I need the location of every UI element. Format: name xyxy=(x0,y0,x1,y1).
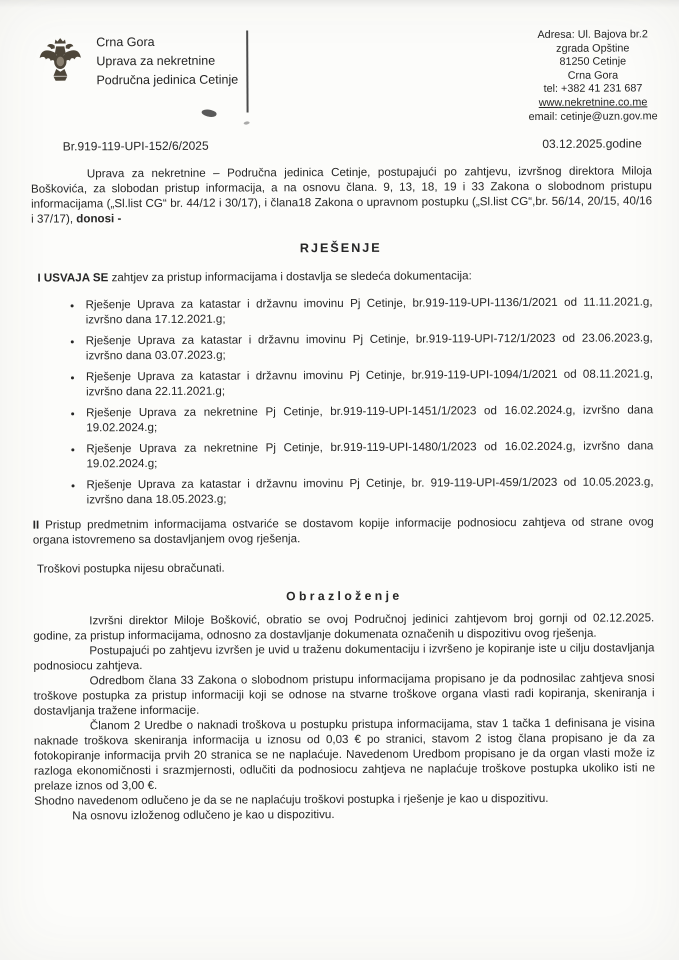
section-2-text: Pristup predmetnim informacijama ostvariće se dostavom kopije informacije podnosiocu zahtjeva od strane ovog organa istovremeno sa dostavljanjem ovog rješenja. xyxy=(32,515,654,547)
scan-speck-artifact xyxy=(243,121,249,125)
intro-paragraph xyxy=(31,163,652,226)
section-2-number: II xyxy=(32,518,40,532)
document-list-item: • Rješenje Uprava za nekretnine Pj Cetinje, br.919-119-UPI-1480/1/2023 od 16.02.2024.g, izvršno dana 19.02.2024.g; xyxy=(84,438,653,471)
reasoning-paragraph-6: Na osnovu izloženog odlučeno je kao u dispozitivu. xyxy=(72,808,335,823)
reasoning-paragraph-5: Shodno navedenom odlučeno je da se ne naplaćuju troškovi postupka i rješenje je kao u dispozitivu. xyxy=(34,791,549,808)
org-agency: Uprava za nekretnine xyxy=(96,53,216,69)
address-line: zgrada Opštine xyxy=(556,42,630,55)
reasoning-paragraph-4: Članom 2 Uredbe o naknadi troškova u postupku pristupa informacijama, stav 1 tačka 1 definisana je visina naknade troškova skeniranja informacija u iznosu od 0,03 € po stranici, stavom 2 istog člana propisano je da za fotokopiranje informacija prvih 20 stranica se ne naplaćuje. Navedenom Uredbom propisano je da organ vlasti može iz razloga ekonomičnosti i srazmjernosti, odlučiti da podnosiocu zahtjeva ne naplaćuje troškove postupka ukoliko isti ne prelaze iznos od 3,00 €. xyxy=(33,716,656,793)
section-1-lead xyxy=(31,267,652,285)
reasoning-paragraph-3: Odredbom člana 33 Zakona o slobodnom pristupu informacijama propisano je da podnosilac zahtjeva snosi troškove postupka za pristup informaciji koji se odnose na stvarne troškove organa vlasti radi kopiranja, skeniranja i dostavljanja tražene informacije. xyxy=(33,671,655,718)
costs-note: Troškovi postupka nijesu obračunati. xyxy=(36,561,225,576)
section-1-text: zahtjev za pristup informacijama i dostavlja se sledeća dokumentacija: xyxy=(108,269,472,285)
reasoning-paragraph-1: Izvršni direktor Miloje Bošković, obratio se ovoj Područnoj jedinici zahtjevom broj gornji od 02.12.2025. godine, za pristup informacijama, odnosno za dostavljanje dokumenata označenih u dispozitivu ovog rješenja. xyxy=(33,611,655,643)
email-line: email: cetinje@uzn.gov.me xyxy=(528,109,658,123)
document-list-item: • Rješenje Uprava za nekretnine Pj Cetinje, br.919-119-UPI-1451/1/2023 od 16.02.2024.g, izvršno dana 19.02.2024.g; xyxy=(84,402,653,435)
scan-ink-artifact xyxy=(201,108,217,118)
org-block xyxy=(96,29,238,91)
phone-line: tel: +382 41 231 687 xyxy=(543,82,643,96)
address-line: Crna Gora xyxy=(567,69,619,82)
org-country: Crna Gora xyxy=(96,34,155,50)
decision-title: RJEŠENJE xyxy=(299,240,382,256)
reference-number: Br.919-119-UPI-152/6/2025 xyxy=(62,138,209,154)
document-list xyxy=(62,294,654,507)
intro-text: Uprava za nekretnine – Područna jedinica Cetinje, postupajući po zahtjevu, izvršnog direktora Miloja Boškovića, za slobodan pristup informacija, a na osnovu člana. 9, 13, 18, 19 i 33 Zakona o slobodnom pristupu informacijama („Sl.list CG“ br. 44/12 i 30/17), i člana18 Zakona o upravnom postupku („Sl.list CG“,br. 56/14, 20/15, 40/16 i 37/17), xyxy=(30,164,653,226)
address-line: Adresa: Ul. Bajova br.2 xyxy=(537,28,648,41)
reasoning-paragraph-2: Postupajući po zahtjevu izvršen je uvid u traženu dokumentaciju i izvršeno je kopiranje iste u cilju dostavljanja podnosiocu zahtjeva. xyxy=(33,641,655,673)
section-2-paragraph xyxy=(33,514,654,547)
document-list-item: • Rješenje Uprava za katastar i državnu imovinu Pj Cetinje, br.919-119-UPI-1094/1/2021 od 08.11.2021.g, izvršno dana 22.11.2021.g; xyxy=(84,366,653,399)
document-list-item: • Rješenje Uprava za katastar i državnu imovinu Pj Cetinje, br. 919-119-UPI-459/1/2023 od 10.05.2023.g, izvršno dana 18.05.2023.g; xyxy=(84,474,653,507)
document-list-item: • Rješenje Uprava za katastar i državnu imovinu Pj Cetinje, br.919-119-UPI-1136/1/2021 od 11.11.2021.g, izvršno dana 17.12.2021.g; xyxy=(84,294,653,327)
address-line: 81250 Cetinje xyxy=(559,55,627,69)
reference-line xyxy=(63,136,642,153)
address-block xyxy=(528,26,659,124)
intro-bold: donosi - xyxy=(76,212,122,226)
letterhead xyxy=(0,0,679,123)
website-link: www.nekretnine.co.me xyxy=(538,96,648,109)
section-1-number: I USVAJA SE xyxy=(37,271,109,285)
header-divider xyxy=(246,30,248,112)
org-unit: Područna jedinica Cetinje xyxy=(96,72,239,88)
montenegro-coat-of-arms-icon xyxy=(38,31,82,96)
document-date: 03.12.2025.godine xyxy=(542,136,642,151)
document-list-item: • Rješenje Uprava za katastar i državnu imovinu Pj Cetinje, br.919-119-UPI-712/1/2023 od 23.06.2023.g, izvršno dana 03.07.2023.g; xyxy=(84,330,653,363)
reasoning-title: O b r a z l o ž e n j e xyxy=(286,588,400,604)
